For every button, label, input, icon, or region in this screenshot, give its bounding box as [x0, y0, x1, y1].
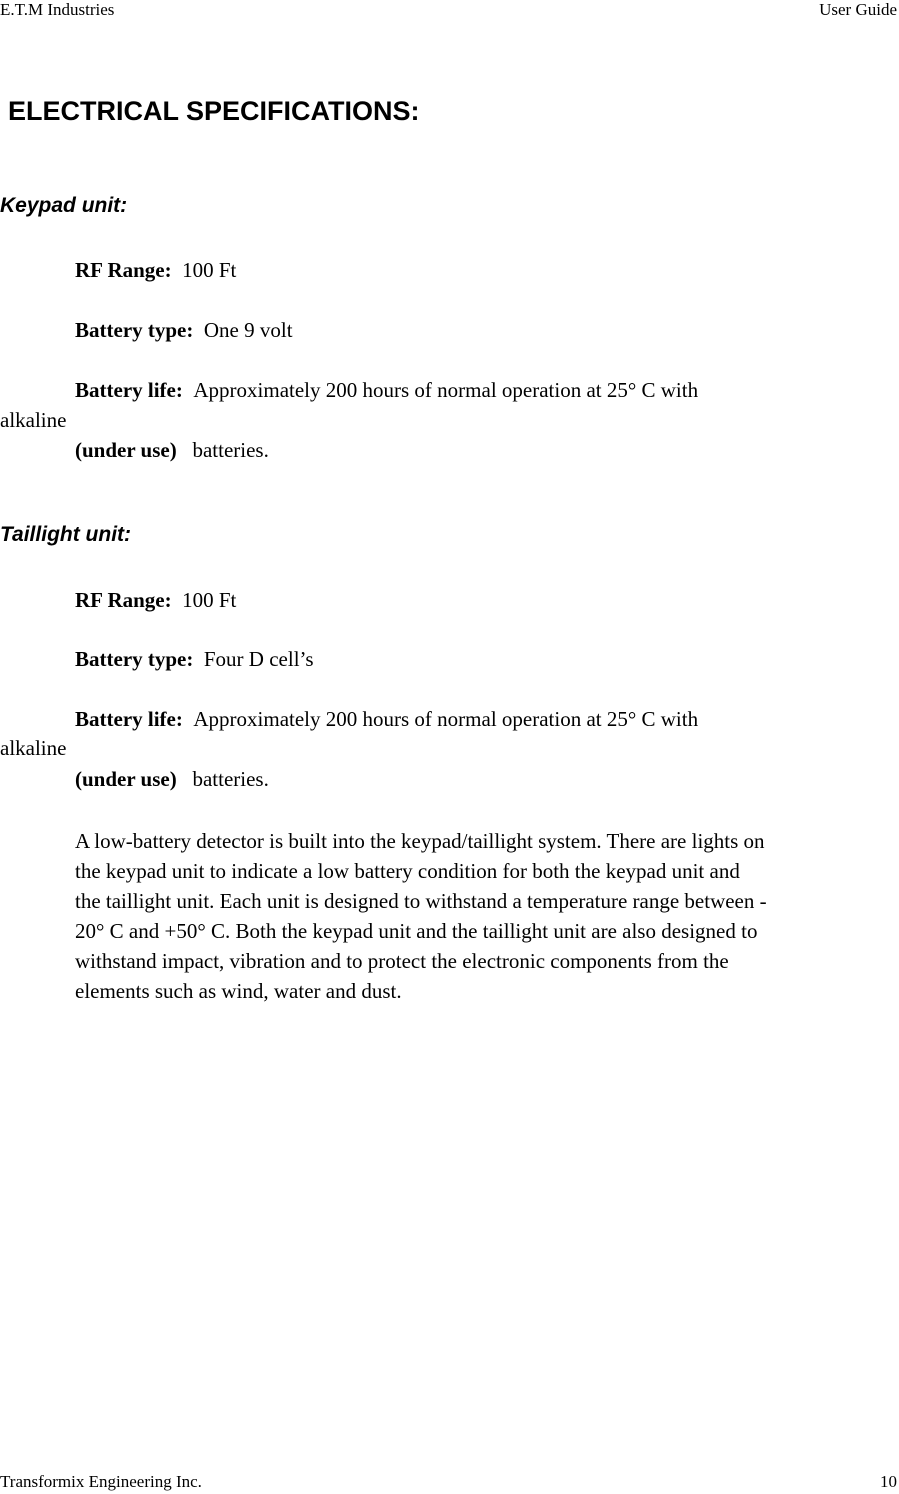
- keypad-under-use-label: (under use): [75, 438, 177, 462]
- taillight-under-use-label: (under use): [75, 767, 177, 791]
- keypad-under-use: [75, 438, 269, 463]
- keypad-heading: Keypad unit:: [0, 194, 128, 217]
- taillight-battery-life-wrap: alkaline: [0, 736, 67, 760]
- keypad-battery-life-label: Battery life:: [75, 378, 183, 402]
- keypad-rf-range: [75, 258, 236, 283]
- page-number: 10: [880, 1472, 897, 1491]
- taillight-rf-range: [75, 588, 236, 613]
- taillight-rf-label: RF Range:: [75, 588, 172, 612]
- taillight-battery-life-value: Approximately 200 hours of normal operation at 25° C with: [193, 707, 699, 731]
- taillight-heading: Taillight unit:: [0, 523, 132, 546]
- footer-company: Transformix Engineering Inc.: [0, 1472, 202, 1491]
- keypad-battery-type-label: Battery type:: [75, 318, 194, 342]
- keypad-rf-value: 100 Ft: [182, 258, 237, 282]
- taillight-under-use: [75, 767, 269, 792]
- paragraph-line: the keypad unit to indicate a low battery condition for both the keypad unit and: [75, 859, 740, 883]
- taillight-battery-life-label: Battery life:: [75, 707, 183, 731]
- taillight-battery-type-label: Battery type:: [75, 647, 194, 671]
- keypad-battery-type-value: One 9 volt: [203, 318, 293, 342]
- taillight-under-use-value: batteries.: [192, 767, 269, 791]
- paragraph-line: 20° C and +50° C. Both the keypad unit and the taillight unit are also designed to: [75, 919, 758, 943]
- taillight-rf-value: 100 Ft: [182, 588, 237, 612]
- page-title: ELECTRICAL SPECIFICATIONS:: [8, 96, 420, 126]
- paragraph-line: A low-battery detector is built into the keypad/taillight system. There are lights on: [75, 829, 765, 853]
- keypad-battery-life-value: Approximately 200 hours of normal operation at 25° C with: [193, 378, 699, 402]
- taillight-battery-life: [75, 707, 698, 732]
- paragraph-line: withstand impact, vibration and to protect the electronic components from the: [75, 949, 729, 973]
- keypad-rf-label: RF Range:: [75, 258, 172, 282]
- keypad-under-use-value: batteries.: [192, 438, 269, 462]
- keypad-battery-life-wrap: alkaline: [0, 408, 67, 432]
- keypad-battery-life: [75, 378, 698, 403]
- taillight-battery-type-value: Four D cell’s: [203, 647, 314, 671]
- taillight-battery-type: [75, 647, 314, 672]
- header-company: E.T.M Industries: [0, 0, 115, 19]
- paragraph-line: the taillight unit. Each unit is designed to withstand a temperature range between -: [75, 889, 767, 913]
- header-doc-title: User Guide: [819, 0, 897, 19]
- paragraph-line: elements such as wind, water and dust.: [75, 979, 402, 1003]
- keypad-battery-type: [75, 318, 293, 343]
- low-battery-paragraph: [75, 826, 899, 1006]
